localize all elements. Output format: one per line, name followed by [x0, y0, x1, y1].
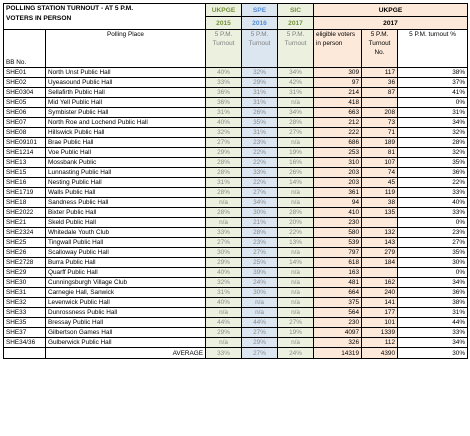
eligible-cell[interactable]: 214	[314, 88, 362, 98]
ukpge2015-cell[interactable]: 28%	[206, 188, 242, 198]
header-ukpge2015-turnout[interactable]: 5 P.M. Turnout	[206, 30, 242, 68]
place-cell[interactable]: Quarff Public Hall	[46, 268, 206, 278]
turnout-pct-cell[interactable]: 33%	[398, 328, 468, 338]
header-sic2017-label[interactable]: SIC	[278, 4, 314, 17]
sic2017-cell[interactable]: 31%	[278, 88, 314, 98]
sic2017-cell[interactable]: 26%	[278, 168, 314, 178]
table-row	[4, 208, 468, 218]
sic2017-cell[interactable]: n/a	[278, 338, 314, 348]
spe2016-cell[interactable]: n/a	[242, 308, 278, 318]
table-row	[4, 88, 468, 98]
bb-cell[interactable]: SHE09101	[4, 138, 46, 148]
turnout-pct-cell[interactable]: 44%	[398, 318, 468, 328]
table-row	[4, 258, 468, 268]
header-ukpge2015-label[interactable]: UKPGE	[206, 4, 242, 17]
turnout-no-cell[interactable]: 38	[362, 198, 398, 208]
bb-cell[interactable]: SHE15	[4, 168, 46, 178]
sic2017-cell[interactable]: n/a	[278, 198, 314, 208]
spe2016-cell[interactable]: 27%	[242, 328, 278, 338]
ukpge2015-cell[interactable]: 27%	[206, 238, 242, 248]
place-cell[interactable]: North Roe and Lochend Public Hall	[46, 118, 206, 128]
spe2016-cell[interactable]: 24%	[242, 278, 278, 288]
table-row	[4, 298, 468, 308]
spe2016-cell[interactable]: 23%	[242, 138, 278, 148]
sic2017-cell[interactable]: 42%	[278, 78, 314, 88]
turnout-pct-cell[interactable]: 0%	[398, 218, 468, 228]
table-row	[4, 178, 468, 188]
place-cell[interactable]: Burra Public Hall	[46, 258, 206, 268]
place-cell[interactable]: Hillswick Public Hall	[46, 128, 206, 138]
place-cell[interactable]: Skeld Public Hall	[46, 218, 206, 228]
eligible-cell[interactable]: 410	[314, 208, 362, 218]
turnout-no-cell[interactable]: 279	[362, 248, 398, 258]
place-cell[interactable]: Sellafirth Public Hall	[46, 88, 206, 98]
sic2017-cell[interactable]: 34%	[278, 108, 314, 118]
bb-cell[interactable]: SHE2022	[4, 208, 46, 218]
eligible-cell[interactable]: 203	[314, 168, 362, 178]
table-row	[4, 218, 468, 228]
bb-cell[interactable]: SHE06	[4, 108, 46, 118]
table-row	[4, 158, 468, 168]
ukpge2015-cell[interactable]: 33%	[206, 78, 242, 88]
turnout-pct-cell[interactable]: 30%	[398, 258, 468, 268]
table-row	[4, 338, 468, 348]
table-row	[4, 128, 468, 138]
average-turnout-pct[interactable]: 30%	[398, 348, 468, 359]
turnout-pct-cell[interactable]: 23%	[398, 228, 468, 238]
turnout-no-cell[interactable]: 189	[362, 138, 398, 148]
header-polling-place[interactable]	[46, 30, 206, 68]
turnout-no-cell[interactable]: 177	[362, 308, 398, 318]
average-row	[4, 348, 468, 359]
turnout-no-cell[interactable]: 117	[362, 68, 398, 78]
spe2016-cell[interactable]: 33%	[242, 168, 278, 178]
bb-cell[interactable]: SHE35	[4, 318, 46, 328]
eligible-cell[interactable]: 212	[314, 118, 362, 128]
ukpge2015-cell[interactable]: 28%	[206, 158, 242, 168]
eligible-cell[interactable]: 230	[314, 218, 362, 228]
turnout-pct-cell[interactable]: 32%	[398, 128, 468, 138]
title-line-2: VOTERS IN PERSON	[6, 15, 72, 22]
spe2016-cell[interactable]: 39%	[242, 268, 278, 278]
turnout-no-cell[interactable]: 119	[362, 188, 398, 198]
table-row	[4, 168, 468, 178]
sic2017-cell[interactable]: 28%	[278, 208, 314, 218]
table-row	[4, 198, 468, 208]
bb-cell[interactable]: SHE07	[4, 118, 46, 128]
turnout-no-cell[interactable]: 45	[362, 178, 398, 188]
table-row	[4, 248, 468, 258]
eligible-cell[interactable]: 418	[314, 98, 362, 108]
polling-place-label: Polling Place	[107, 31, 144, 38]
spe2016-cell[interactable]: 31%	[242, 128, 278, 138]
sic2017-cell[interactable]: n/a	[278, 298, 314, 308]
spe2016-cell[interactable]: 22%	[242, 158, 278, 168]
turnout-pct-cell[interactable]: 35%	[398, 158, 468, 168]
sic2017-cell[interactable]: 27%	[278, 128, 314, 138]
turnout-pct-cell[interactable]: 38%	[398, 298, 468, 308]
turnout-no-cell[interactable]: 135	[362, 208, 398, 218]
turnout-pct-cell[interactable]: 34%	[398, 278, 468, 288]
place-cell[interactable]: Uyeasound Public Hall	[46, 78, 206, 88]
turnout-pct-cell[interactable]: 31%	[398, 108, 468, 118]
turnout-pct-cell[interactable]: 27%	[398, 238, 468, 248]
header-ukpge2015-year[interactable]: 2015	[206, 17, 242, 30]
spe2016-cell[interactable]: 29%	[242, 338, 278, 348]
eligible-cell[interactable]: 97	[314, 78, 362, 88]
spe2016-cell[interactable]: 34%	[242, 198, 278, 208]
bb-cell[interactable]: SHE30	[4, 278, 46, 288]
spe2016-cell[interactable]: 44%	[242, 318, 278, 328]
header-sic2017-turnout[interactable]: 5 P.M. Turnout	[278, 30, 314, 68]
turnout-pct-cell[interactable]: 34%	[398, 118, 468, 128]
eligible-cell[interactable]: 309	[314, 68, 362, 78]
turnout-no-cell[interactable]: 208	[362, 108, 398, 118]
sic2017-cell[interactable]: 14%	[278, 258, 314, 268]
table-row	[4, 268, 468, 278]
table-row	[4, 228, 468, 238]
place-cell[interactable]: Tingwall Public Hall	[46, 238, 206, 248]
bb-cell[interactable]: SHE26	[4, 248, 46, 258]
average-label[interactable]: AVERAGE	[46, 348, 206, 359]
turnout-no-cell[interactable]: 101	[362, 318, 398, 328]
spe2016-cell[interactable]: 30%	[242, 208, 278, 218]
sic2017-cell[interactable]: 14%	[278, 178, 314, 188]
ukpge2015-cell[interactable]: 29%	[206, 258, 242, 268]
place-cell[interactable]: Gulberwick Public Hall	[46, 338, 206, 348]
turnout-no-cell[interactable]: 71	[362, 128, 398, 138]
ukpge2015-cell[interactable]: n/a	[206, 218, 242, 228]
turnout-pct-cell[interactable]: 22%	[398, 178, 468, 188]
bb-cell[interactable]: SHE13	[4, 158, 46, 168]
spe2016-cell[interactable]: 27%	[242, 188, 278, 198]
eligible-cell[interactable]: 230	[314, 318, 362, 328]
spe2016-cell[interactable]: n/a	[242, 298, 278, 308]
sic2017-cell[interactable]: n/a	[278, 188, 314, 198]
sheet-title[interactable]	[4, 4, 206, 30]
place-cell[interactable]: Brae Public Hall	[46, 138, 206, 148]
ukpge2015-cell[interactable]: 36%	[206, 98, 242, 108]
table-row	[4, 238, 468, 248]
spe2016-cell[interactable]: 22%	[242, 178, 278, 188]
table-row	[4, 148, 468, 158]
spe2016-cell[interactable]: 29%	[242, 78, 278, 88]
ukpge2015-cell[interactable]: 28%	[206, 168, 242, 178]
table-row	[4, 118, 468, 128]
header-ukpge2017-label[interactable]: UKPGE	[314, 4, 468, 17]
ukpge2015-cell[interactable]: 32%	[206, 278, 242, 288]
eligible-cell[interactable]: 253	[314, 148, 362, 158]
header-spe2016-year[interactable]: 2016	[242, 17, 278, 30]
ukpge2015-cell[interactable]: 31%	[206, 108, 242, 118]
header-ukpge2017-year[interactable]: 2017	[314, 17, 468, 30]
bb-cell[interactable]: SHE02	[4, 78, 46, 88]
ukpge2015-cell[interactable]: 40%	[206, 68, 242, 78]
spe2016-cell[interactable]: 32%	[242, 68, 278, 78]
ukpge2015-cell[interactable]: 40%	[206, 268, 242, 278]
bb-cell[interactable]: SHE31	[4, 288, 46, 298]
bb-cell[interactable]: SHE16	[4, 178, 46, 188]
bb-cell[interactable]: SHE05	[4, 98, 46, 108]
turnout-pct-cell[interactable]: 0%	[398, 98, 468, 108]
bb-cell[interactable]: SHE34/36	[4, 338, 46, 348]
bb-cell[interactable]: SHE33	[4, 308, 46, 318]
turnout-no-cell[interactable]: 87	[362, 88, 398, 98]
bb-cell[interactable]: SHE32	[4, 298, 46, 308]
turnout-table	[3, 3, 468, 359]
spe2016-cell[interactable]: 26%	[242, 108, 278, 118]
average-eligible[interactable]: 14319	[314, 348, 362, 359]
eligible-cell[interactable]: 664	[314, 288, 362, 298]
turnout-pct-cell[interactable]: 0%	[398, 268, 468, 278]
place-cell[interactable]: Gilbertson Games Hall	[46, 328, 206, 338]
spe2016-cell[interactable]: 23%	[242, 238, 278, 248]
eligible-cell[interactable]: 580	[314, 228, 362, 238]
turnout-pct-cell[interactable]: 35%	[398, 248, 468, 258]
table-row	[4, 328, 468, 338]
sic2017-cell[interactable]: n/a	[278, 308, 314, 318]
bb-cell[interactable]: SHE08	[4, 128, 46, 138]
sic2017-cell[interactable]: 22%	[278, 228, 314, 238]
title-line-1: POLLING STATION TURNOUT - AT 5 P.M.	[6, 5, 134, 12]
turnout-no-cell[interactable]	[362, 98, 398, 108]
place-cell[interactable]: North Unst Public Hall	[46, 68, 206, 78]
bb-cell[interactable]: SHE18	[4, 198, 46, 208]
turnout-pct-cell[interactable]: 28%	[398, 138, 468, 148]
ukpge2015-cell[interactable]: 27%	[206, 138, 242, 148]
spe2016-cell[interactable]: 35%	[242, 118, 278, 128]
bb-cell[interactable]: SHE25	[4, 238, 46, 248]
average-sic2017[interactable]: 24%	[278, 348, 314, 359]
turnout-pct-cell[interactable]: 37%	[398, 78, 468, 88]
place-cell[interactable]: Cunningsburgh Village Club	[46, 278, 206, 288]
header-sic2017-year[interactable]: 2017	[278, 17, 314, 30]
table-row	[4, 308, 468, 318]
sic2017-cell[interactable]: n/a	[278, 288, 314, 298]
table-row	[4, 318, 468, 328]
turnout-no-cell[interactable]: 162	[362, 278, 398, 288]
place-cell[interactable]: Lunnasting Public Hall	[46, 168, 206, 178]
eligible-cell[interactable]: 797	[314, 248, 362, 258]
eligible-cell[interactable]: 222	[314, 128, 362, 138]
spe2016-cell[interactable]: 31%	[242, 88, 278, 98]
place-cell[interactable]: Scalloway Public Hall	[46, 248, 206, 258]
header-eligible[interactable]: eligible voters in person	[314, 30, 362, 68]
turnout-pct-cell[interactable]: 36%	[398, 288, 468, 298]
eligible-cell[interactable]: 539	[314, 238, 362, 248]
turnout-no-cell[interactable]: 74	[362, 168, 398, 178]
ukpge2015-cell[interactable]: n/a	[206, 338, 242, 348]
ukpge2015-cell[interactable]: n/a	[206, 308, 242, 318]
average-turnout-no[interactable]: 4390	[362, 348, 398, 359]
spe2016-cell[interactable]: 22%	[242, 148, 278, 158]
place-cell[interactable]: Sandness Public Hall	[46, 198, 206, 208]
turnout-no-cell[interactable]: 143	[362, 238, 398, 248]
turnout-sheet	[3, 3, 467, 359]
turnout-no-cell[interactable]: 107	[362, 158, 398, 168]
sic2017-cell[interactable]: 19%	[278, 148, 314, 158]
bb-no-label: BB No.	[6, 59, 27, 66]
table-row	[4, 108, 468, 118]
table-row	[4, 78, 468, 88]
spe2016-cell[interactable]: 30%	[242, 288, 278, 298]
sic2017-cell[interactable]: 28%	[278, 118, 314, 128]
eligible-cell[interactable]: 481	[314, 278, 362, 288]
bb-cell[interactable]: SHE1719	[4, 188, 46, 198]
header-bb-no[interactable]	[4, 30, 46, 68]
bb-cell[interactable]: SHE21	[4, 218, 46, 228]
eligible-cell[interactable]: 686	[314, 138, 362, 148]
sic2017-cell[interactable]: n/a	[278, 268, 314, 278]
turnout-pct-cell[interactable]: 34%	[398, 338, 468, 348]
sic2017-cell[interactable]: 16%	[278, 158, 314, 168]
eligible-cell[interactable]: 564	[314, 308, 362, 318]
bb-cell[interactable]: SHE01	[4, 68, 46, 78]
table-row	[4, 278, 468, 288]
table-row	[4, 98, 468, 108]
table-row	[4, 188, 468, 198]
turnout-no-cell[interactable]: 184	[362, 258, 398, 268]
place-cell[interactable]: Carnegie Hall, Sanwick	[46, 288, 206, 298]
sic2017-cell[interactable]: n/a	[278, 248, 314, 258]
table-row	[4, 68, 468, 78]
header-turnout-no[interactable]: 5 P.M. Turnout No.	[362, 30, 398, 68]
ukpge2015-cell[interactable]: n/a	[206, 198, 242, 208]
spe2016-cell[interactable]: 25%	[242, 258, 278, 268]
ukpge2015-cell[interactable]: 33%	[206, 228, 242, 238]
bb-cell[interactable]: SHE37	[4, 328, 46, 338]
eligible-cell[interactable]: 375	[314, 298, 362, 308]
sic2017-cell[interactable]: 19%	[278, 328, 314, 338]
eligible-cell[interactable]: 361	[314, 188, 362, 198]
place-cell[interactable]: Levenwick Public Hall	[46, 298, 206, 308]
spe2016-cell[interactable]: 21%	[242, 218, 278, 228]
turnout-no-cell[interactable]: 1339	[362, 328, 398, 338]
turnout-no-cell[interactable]	[362, 268, 398, 278]
ukpge2015-cell[interactable]: 31%	[206, 288, 242, 298]
place-cell[interactable]: Mossbank Public	[46, 158, 206, 168]
header-spe2016-label[interactable]: SPE	[242, 4, 278, 17]
ukpge2015-cell[interactable]: 29%	[206, 328, 242, 338]
bb-cell[interactable]: SHE2728	[4, 258, 46, 268]
eligible-cell[interactable]: 663	[314, 108, 362, 118]
turnout-no-cell[interactable]: 81	[362, 148, 398, 158]
place-cell[interactable]: Symbister Public Hall	[46, 108, 206, 118]
ukpge2015-cell[interactable]: 36%	[206, 88, 242, 98]
place-cell[interactable]: Bressay Public Hall	[46, 318, 206, 328]
turnout-no-cell[interactable]	[362, 218, 398, 228]
place-cell[interactable]: Mid Yell Public Hall	[46, 98, 206, 108]
place-cell[interactable]: Voe Public Hall	[46, 148, 206, 158]
turnout-no-cell[interactable]: 132	[362, 228, 398, 238]
sic2017-cell[interactable]: 34%	[278, 68, 314, 78]
sic2017-cell[interactable]: n/a	[278, 278, 314, 288]
eligible-cell[interactable]: 618	[314, 258, 362, 268]
bb-cell[interactable]: SHE1214	[4, 148, 46, 158]
sic2017-cell[interactable]: 20%	[278, 218, 314, 228]
turnout-pct-cell[interactable]: 33%	[398, 208, 468, 218]
turnout-no-cell[interactable]: 240	[362, 288, 398, 298]
turnout-pct-cell[interactable]: 33%	[398, 188, 468, 198]
ukpge2015-cell[interactable]: 29%	[206, 148, 242, 158]
ukpge2015-cell[interactable]: 30%	[206, 248, 242, 258]
sic2017-cell[interactable]: 27%	[278, 318, 314, 328]
spe2016-cell[interactable]: 31%	[242, 98, 278, 108]
average-spe2016[interactable]: 27%	[242, 348, 278, 359]
table-row	[4, 138, 468, 148]
turnout-no-cell[interactable]: 73	[362, 118, 398, 128]
ukpge2015-cell[interactable]: 40%	[206, 118, 242, 128]
turnout-pct-cell[interactable]: 32%	[398, 148, 468, 158]
bb-cell[interactable]: SHE29	[4, 268, 46, 278]
ukpge2015-cell[interactable]: 28%	[206, 208, 242, 218]
turnout-pct-cell[interactable]: 40%	[398, 198, 468, 208]
ukpge2015-cell[interactable]: 44%	[206, 318, 242, 328]
bb-cell[interactable]: SHE0304	[4, 88, 46, 98]
place-cell[interactable]: Bixter Public Hall	[46, 208, 206, 218]
ukpge2015-cell[interactable]: 40%	[206, 298, 242, 308]
eligible-cell[interactable]: 203	[314, 178, 362, 188]
ukpge2015-cell[interactable]: 32%	[206, 128, 242, 138]
spe2016-cell[interactable]: 28%	[242, 228, 278, 238]
eligible-cell[interactable]: 310	[314, 158, 362, 168]
turnout-pct-cell[interactable]: 36%	[398, 168, 468, 178]
sic2017-cell[interactable]: n/a	[278, 98, 314, 108]
place-cell[interactable]: Nesting Public Hall	[46, 178, 206, 188]
sic2017-cell[interactable]: 13%	[278, 238, 314, 248]
average-ukpge2015[interactable]: 33%	[206, 348, 242, 359]
ukpge2015-cell[interactable]: 31%	[206, 178, 242, 188]
bb-cell[interactable]: SHE2324	[4, 228, 46, 238]
eligible-cell[interactable]: 4097	[314, 328, 362, 338]
turnout-no-cell[interactable]: 36	[362, 78, 398, 88]
place-cell[interactable]: Whitedale Youth Club	[46, 228, 206, 238]
place-cell[interactable]: Walls Public Hall	[46, 188, 206, 198]
turnout-no-cell[interactable]: 112	[362, 338, 398, 348]
place-cell[interactable]: Dunrossness Public Hall	[46, 308, 206, 318]
turnout-pct-cell[interactable]: 41%	[398, 88, 468, 98]
turnout-pct-cell[interactable]: 31%	[398, 308, 468, 318]
eligible-cell[interactable]: 163	[314, 268, 362, 278]
eligible-cell[interactable]: 94	[314, 198, 362, 208]
header-turnout-pct[interactable]: 5 P.M. turnout %	[398, 30, 468, 68]
turnout-pct-cell[interactable]: 38%	[398, 68, 468, 78]
header-spe2016-turnout[interactable]: 5 P.M. Turnout	[242, 30, 278, 68]
table-row	[4, 288, 468, 298]
spe2016-cell[interactable]: 27%	[242, 248, 278, 258]
sic2017-cell[interactable]: n/a	[278, 138, 314, 148]
turnout-no-cell[interactable]: 141	[362, 298, 398, 308]
eligible-cell[interactable]: 326	[314, 338, 362, 348]
data-rows	[4, 68, 468, 348]
average-bb-cell[interactable]	[4, 348, 46, 359]
